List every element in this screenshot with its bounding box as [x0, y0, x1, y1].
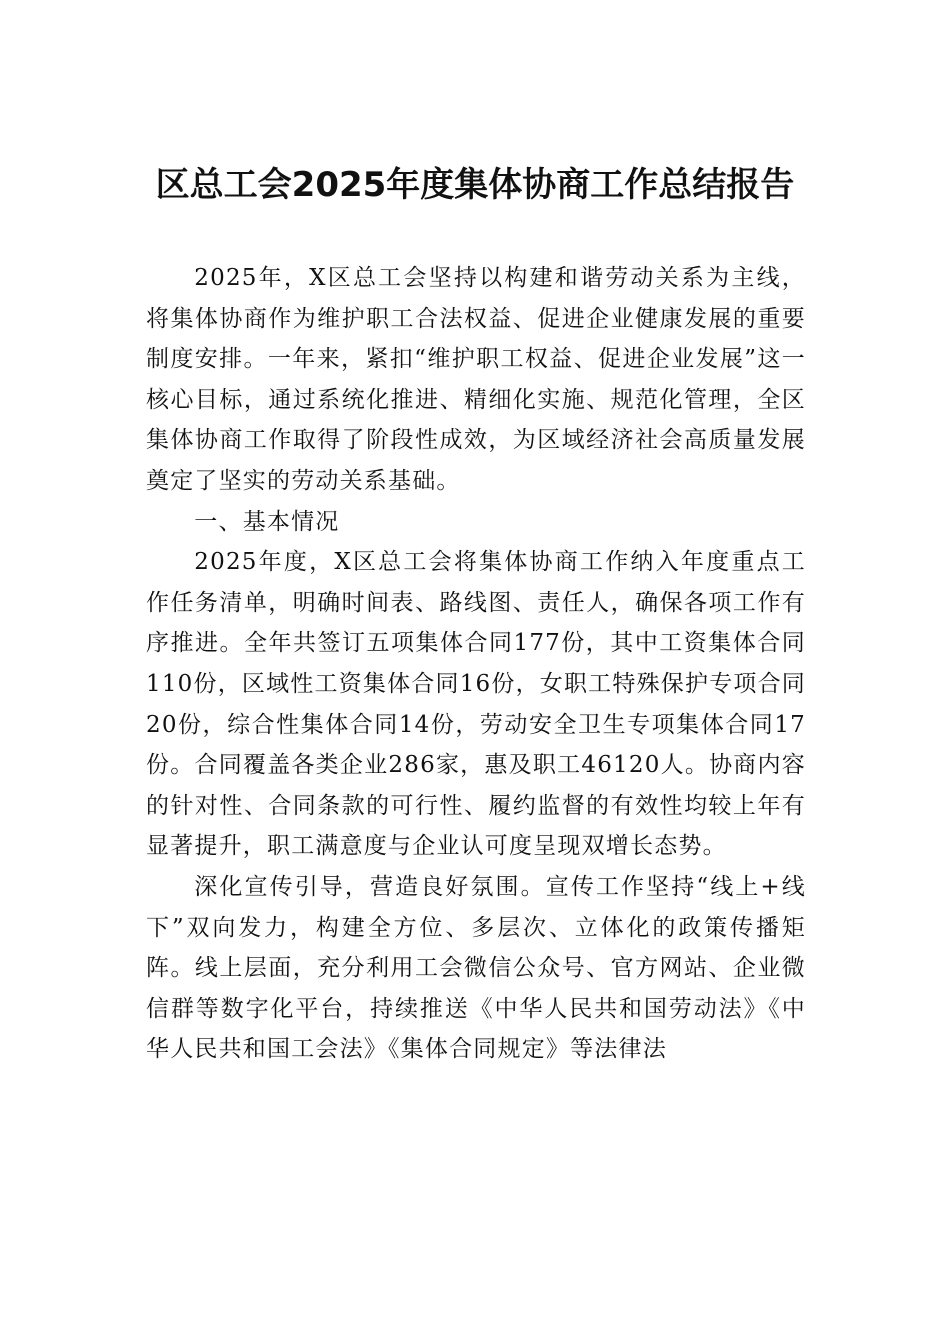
- basic-situation-paragraph: 2025年度，X区总工会将集体协商工作纳入年度重点工作任务清单，明确时间表、路线图、责任人，确保各项工作有序推进。全年共签订五项集体合同177份，其中工资集体合同110份，区域性工资集体合同16份，女职工特殊保护专项合同20份，综合性集体合同14份，劳动安全卫生专项集体合同17份。合同覆盖各类企业286家，惠及职工46120人。协商内容的针对性、合同条款的可行性、履约监督的有效性均较上年有显著提升，职工满意度与企业认可度呈现双增长态势。: [146, 549, 806, 860]
- section-heading-basic-situation: 一、基本情况: [194, 508, 340, 535]
- document-body: [146, 258, 806, 1070]
- document-title: 区总工会2025年度集体协商工作总结报告: [155, 165, 795, 205]
- publicity-paragraph: 深化宣传引导，营造良好氛围。宣传工作坚持“线上+线下”双向发力，构建全方位、多层次、立体化的政策传播矩阵。线上层面，充分利用工会微信公众号、官方网站、企业微信群等数字化平台，持续推送《中华人民共和国劳动法》《中华人民共和国工会法》《集体合同规定》等法律法: [146, 873, 806, 1063]
- intro-paragraph: 2025年，X区总工会坚持以构建和谐劳动关系为主线，将集体协商作为维护职工合法权益、促进企业健康发展的重要制度安排。一年来，紧扣“维护职工权益、促进企业发展”这一核心目标，通过系统化推进、精细化实施、规范化管理，全区集体协商工作取得了阶段性成效，为区域经济社会高质量发展奠定了坚实的劳动关系基础。: [146, 265, 806, 494]
